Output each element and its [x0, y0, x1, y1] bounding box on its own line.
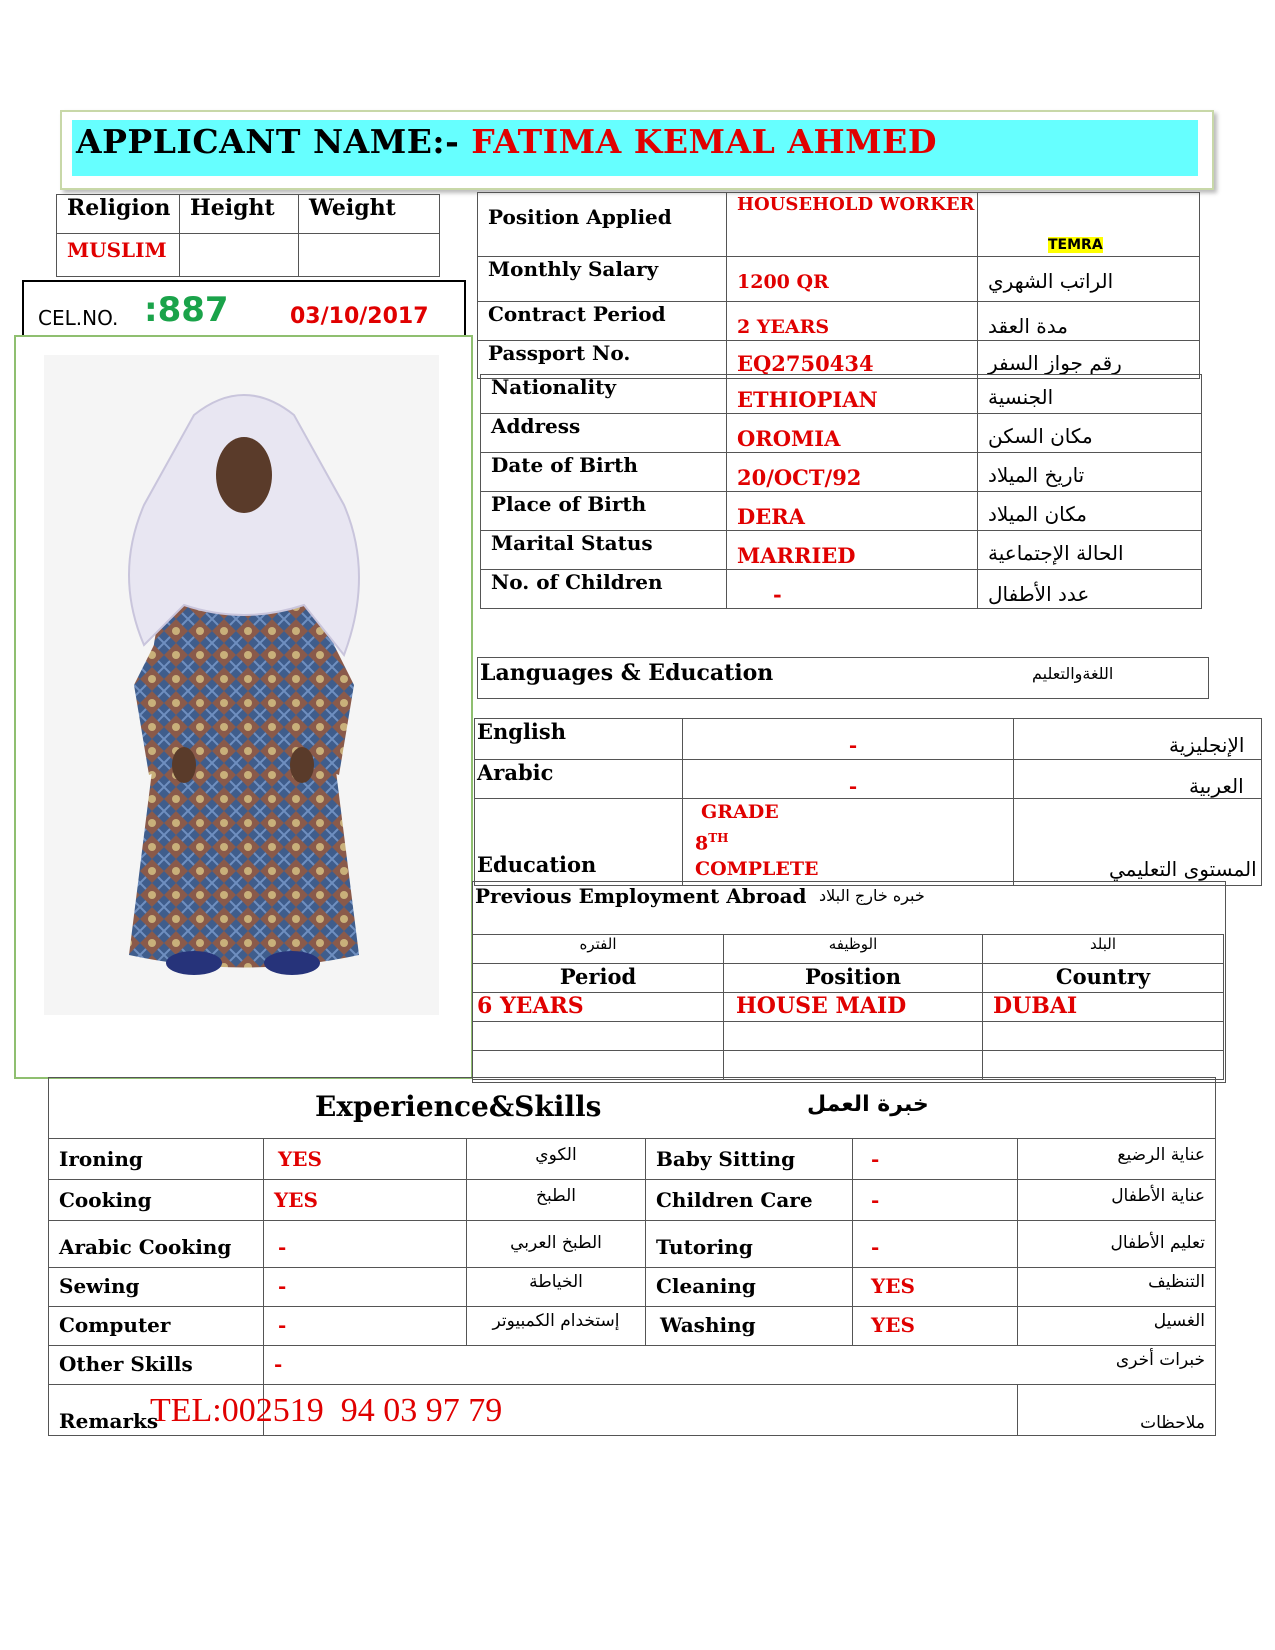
pob-label: Place of Birth — [481, 492, 727, 531]
education-grade-suffix: TH — [708, 831, 729, 845]
emp-row2-country — [983, 1022, 1224, 1051]
marital-status-value: MARRIED — [727, 531, 978, 570]
passport-no-label: Passport No. — [478, 341, 727, 379]
emp-col-position-ar: الوظيفه — [724, 935, 983, 964]
skill-cleaning-label: Cleaning — [646, 1268, 853, 1307]
skill-tutoring-label: Tutoring — [646, 1221, 853, 1268]
education-line1: GRADE — [701, 801, 779, 823]
passport-no-value: EQ2750434 — [727, 341, 978, 379]
experience-title-ar: خبرة العمل — [807, 1092, 929, 1117]
nationality-label: Nationality — [481, 375, 727, 414]
skill-cooking-ar: الطبخ — [467, 1180, 646, 1221]
cel-date: 03/10/2017 — [290, 304, 429, 329]
skill-computer-label: Computer — [49, 1307, 264, 1346]
emp-row2-period — [473, 1022, 724, 1051]
emp-col-period-ar: الفتره — [473, 935, 724, 964]
monthly-salary-ar: الراتب الشهري — [978, 257, 1200, 302]
employment-title-ar: خبره خارج البلاد — [819, 886, 925, 905]
languages-title-ar: اللغةوالتعليم — [1032, 664, 1114, 683]
arabic-ar: العربية — [1014, 760, 1262, 799]
education-label: Education — [475, 799, 683, 886]
arabic-label: Arabic — [475, 760, 683, 799]
skill-children-care-label: Children Care — [646, 1180, 853, 1221]
emp-row1-country: DUBAI — [983, 993, 1224, 1022]
marital-status-label: Marital Status — [481, 531, 727, 570]
cel-no-number — [144, 290, 229, 330]
contract-period-ar: مدة العقد — [978, 302, 1200, 341]
arabic-value: - — [683, 760, 1014, 799]
religion-table — [56, 194, 440, 277]
position-applied-ar — [978, 193, 1200, 257]
skill-computer-ar: إستخدام الكمبيوتر — [467, 1307, 646, 1346]
address-ar: مكان السكن — [978, 414, 1202, 453]
emp-col-country-ar: البلد — [983, 935, 1224, 964]
weight-value — [299, 234, 440, 277]
marital-status-ar: الحالة الإجتماعية — [978, 531, 1202, 570]
remarks-label: Remarks — [49, 1385, 264, 1436]
applicant-photo-figure — [44, 355, 439, 1015]
skill-cooking-value: YES — [264, 1180, 467, 1221]
skill-children-care-ar: عناية الأطفال — [1018, 1180, 1216, 1221]
remarks-ar: ملاحظات — [1018, 1385, 1216, 1436]
languages-header — [477, 657, 1209, 699]
english-label: English — [475, 719, 683, 760]
applicant-name-heading — [76, 122, 937, 161]
skill-washing-ar: الغسيل — [1018, 1307, 1216, 1346]
dob-ar: تاريخ الميلاد — [978, 453, 1202, 492]
skill-washing-value: YES — [853, 1307, 1018, 1346]
details-table — [480, 374, 1202, 609]
monthly-salary-label: Monthly Salary — [478, 257, 727, 302]
skill-baby-sitting-value: - — [853, 1139, 1018, 1180]
skill-washing-label: Washing — [646, 1307, 853, 1346]
position-applied-label: Position Applied — [478, 193, 727, 257]
position-table — [477, 192, 1200, 379]
emp-col-period: Period — [473, 964, 724, 993]
applicant-name-label: APPLICANT NAME:- — [76, 122, 460, 161]
emp-row3-period — [473, 1051, 724, 1080]
cel-no-colon: : — [144, 290, 158, 330]
emp-col-country: Country — [983, 964, 1224, 993]
other-skills-value: - — [264, 1346, 1018, 1385]
skill-cooking-label: Cooking — [49, 1180, 264, 1221]
dob-label: Date of Birth — [481, 453, 727, 492]
pob-value: DERA — [727, 492, 978, 531]
emp-row1-position: HOUSE MAID — [724, 993, 983, 1022]
applicant-photo — [44, 355, 439, 1015]
children-label: No. of Children — [481, 570, 727, 609]
temra-badge: TEMRA — [1048, 237, 1103, 253]
other-skills-label: Other Skills — [49, 1346, 264, 1385]
employment-table — [472, 934, 1224, 1080]
other-skills-ar: خبرات أخرى — [1018, 1346, 1216, 1385]
education-ar: المستوى التعليمي — [1014, 799, 1262, 886]
religion-value: MUSLIM — [57, 234, 180, 277]
emp-row3-country — [983, 1051, 1224, 1080]
dob-value: 20/OCT/92 — [727, 453, 978, 492]
cel-no-value: 887 — [157, 290, 229, 330]
height-header: Height — [180, 195, 299, 234]
skill-sewing-label: Sewing — [49, 1268, 264, 1307]
skill-computer-value: - — [264, 1307, 467, 1346]
monthly-salary-value: 1200 QR — [727, 257, 978, 302]
skill-tutoring-value: - — [853, 1221, 1018, 1268]
nationality-ar: الجنسية — [978, 375, 1202, 414]
skill-ironing-ar: الكوي — [467, 1139, 646, 1180]
education-grade: 8 — [695, 832, 709, 855]
skill-sewing-value: - — [264, 1268, 467, 1307]
nationality-value: ETHIOPIAN — [727, 375, 978, 414]
skill-ironing-value: YES — [264, 1139, 467, 1180]
employment-title: Previous Employment Abroad — [475, 884, 807, 908]
pob-ar: مكان الميلاد — [978, 492, 1202, 531]
skill-baby-sitting-ar: عناية الرضيع — [1018, 1139, 1216, 1180]
languages-table — [474, 718, 1262, 886]
skill-baby-sitting-label: Baby Sitting — [646, 1139, 853, 1180]
children-ar: عدد الأطفال — [978, 570, 1202, 609]
footer-telephone: TEL:002519 94 03 97 79 — [150, 1392, 503, 1429]
contract-period-value: 2 YEARS — [727, 302, 978, 341]
education-line2 — [695, 825, 1013, 856]
passport-no-ar: رقم جواز السفر — [978, 341, 1200, 379]
skill-tutoring-ar: تعليم الأطفال — [1018, 1221, 1216, 1268]
skill-children-care-value: - — [853, 1180, 1018, 1221]
emp-row2-position — [724, 1022, 983, 1051]
emp-row3-position — [724, 1051, 983, 1080]
skill-arabic-cooking-label: Arabic Cooking — [49, 1221, 264, 1268]
skill-cleaning-value: YES — [853, 1268, 1018, 1307]
children-value: - — [727, 570, 978, 609]
languages-title: Languages & Education — [480, 660, 774, 686]
skill-cleaning-ar: التنظيف — [1018, 1268, 1216, 1307]
education-value — [683, 799, 1014, 886]
height-value — [180, 234, 299, 277]
position-applied-value: HOUSEHOLD WORKER — [727, 193, 978, 257]
religion-header: Religion — [57, 195, 180, 234]
experience-header — [49, 1078, 1216, 1139]
address-label: Address — [481, 414, 727, 453]
experience-table — [48, 1077, 1216, 1436]
address-value: OROMIA — [727, 414, 978, 453]
skill-sewing-ar: الخياطة — [467, 1268, 646, 1307]
education-line3: COMPLETE — [695, 858, 819, 881]
skill-arabic-cooking-ar: الطبخ العربي — [467, 1221, 646, 1268]
cel-no-label: CEL.NO. — [38, 306, 119, 330]
skill-arabic-cooking-value: - — [264, 1221, 467, 1268]
contract-period-label: Contract Period — [478, 302, 727, 341]
weight-header: Weight — [299, 195, 440, 234]
emp-row1-period: 6 YEARS — [473, 993, 724, 1022]
emp-col-position: Position — [724, 964, 983, 993]
english-ar: الإنجليزية — [1014, 719, 1262, 760]
experience-title: Experience&Skills — [315, 1090, 602, 1123]
skill-ironing-label: Ironing — [49, 1139, 264, 1180]
english-value: - — [683, 719, 1014, 760]
applicant-name-value: FATIMA KEMAL AHMED — [471, 122, 937, 161]
